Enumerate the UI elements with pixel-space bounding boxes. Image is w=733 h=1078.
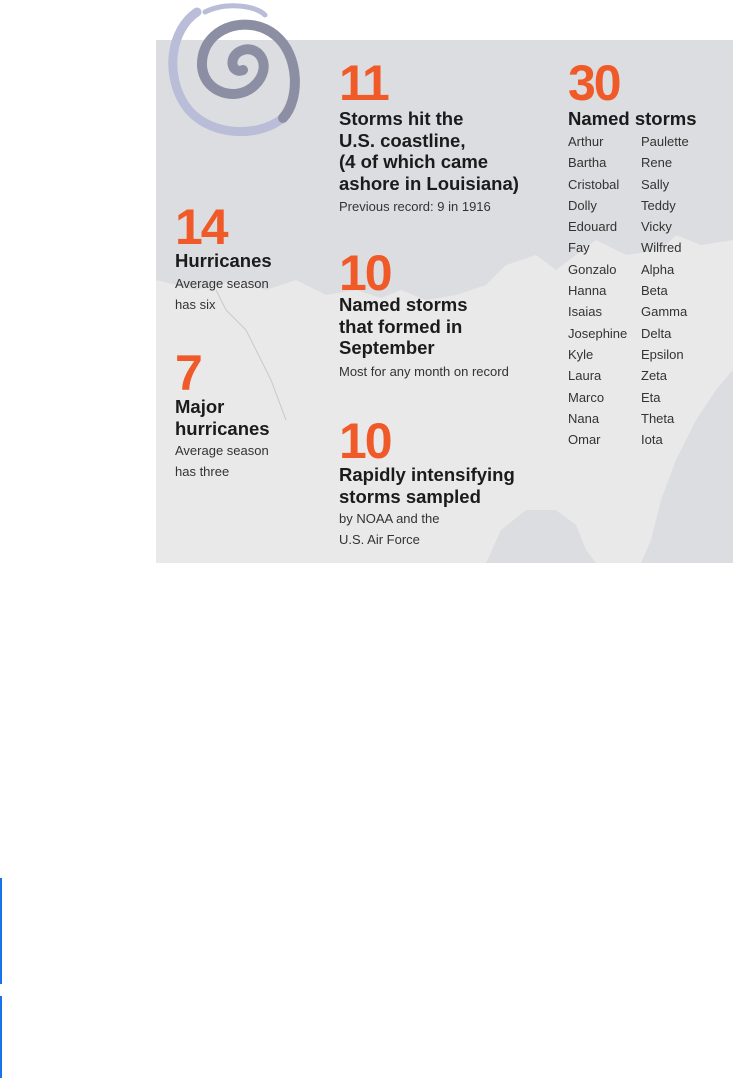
stat-heading xyxy=(339,464,515,507)
heading-line: September xyxy=(339,337,435,358)
stat-rapid-intensification xyxy=(339,413,515,550)
stat-note xyxy=(175,273,272,315)
heading-line: U.S. coastline, xyxy=(339,129,466,151)
note-line: Average season xyxy=(175,275,269,291)
stat-heading xyxy=(339,294,509,359)
stat-number: 11 xyxy=(339,55,388,111)
storm-name: Rene xyxy=(641,155,673,171)
stat-number: 30 xyxy=(568,55,620,111)
storm-name: Omar xyxy=(568,432,601,448)
storm-name: Wilfred xyxy=(641,240,682,256)
storm-name: Edouard xyxy=(568,219,618,235)
storm-name: Cristobal xyxy=(568,176,620,192)
stat-september xyxy=(339,245,509,382)
stat-heading: Named storms xyxy=(568,108,697,129)
selection-edge-marker xyxy=(0,878,2,984)
storm-name: Arthur xyxy=(568,134,604,149)
stat-note xyxy=(339,508,515,550)
heading-line: Named storms xyxy=(339,294,468,315)
note-line: U.S. Air Force xyxy=(339,532,420,547)
stat-major-hurricanes xyxy=(175,345,270,482)
stat-note: Most for any month on record xyxy=(339,363,509,379)
storm-names-column-left xyxy=(568,131,627,450)
storm-name: Josephine xyxy=(568,325,628,341)
stat-heading: Hurricanes xyxy=(175,250,272,271)
stat-named-total xyxy=(568,55,697,130)
note-line: Average season xyxy=(175,443,269,458)
storm-name: Zeta xyxy=(641,368,668,384)
storm-name: Paulette xyxy=(641,134,689,149)
storm-name: Iota xyxy=(641,432,663,448)
storm-name: Beta xyxy=(641,283,668,299)
storm-names-column-right xyxy=(641,131,689,450)
storm-name: Eta xyxy=(641,389,661,405)
stat-number: 10 xyxy=(339,245,391,301)
stat-number: 14 xyxy=(175,199,227,255)
storm-name: Sally xyxy=(641,176,670,192)
note-line: has six xyxy=(175,296,216,312)
storm-name: Laura xyxy=(568,368,602,384)
note-line: by NOAA and the xyxy=(339,511,440,526)
storm-name: Nana xyxy=(568,410,600,426)
storm-name: Gonzalo xyxy=(568,261,617,277)
stat-note: Previous record: 9 in 1916 xyxy=(339,199,491,214)
storm-name: Alpha xyxy=(641,261,675,277)
selection-edge-marker xyxy=(0,996,2,1078)
storm-name: Kyle xyxy=(568,346,594,362)
hurricane-swirl-icon xyxy=(165,0,300,145)
storm-name: Teddy xyxy=(641,197,676,213)
heading-line: Major xyxy=(175,396,225,417)
heading-line: hurricanes xyxy=(175,417,270,439)
storm-name: Hanna xyxy=(568,283,607,299)
storm-name: Dolly xyxy=(568,197,597,213)
stat-note xyxy=(175,440,270,482)
stat-number: 10 xyxy=(339,413,391,469)
heading-line: storms sampled xyxy=(339,485,481,507)
heading-line: (4 of which came xyxy=(339,151,489,172)
heading-line: that formed in xyxy=(339,315,463,337)
note-line: has three xyxy=(175,464,230,479)
storm-name: Bartha xyxy=(568,155,607,171)
stat-heading xyxy=(339,108,519,194)
stat-number: 7 xyxy=(175,345,201,401)
stat-coast-hits xyxy=(339,55,519,217)
heading-line: ashore in Louisiana) xyxy=(339,172,519,194)
storm-name: Delta xyxy=(641,325,672,341)
stat-heading xyxy=(175,396,270,439)
storm-name: Gamma xyxy=(641,304,688,320)
storm-name: Isaias xyxy=(568,304,602,320)
storm-name: Epsilon xyxy=(641,346,684,362)
storm-name: Theta xyxy=(641,410,675,426)
storm-name: Marco xyxy=(568,389,605,405)
heading-line: Storms hit the xyxy=(339,108,464,129)
heading-line: Rapidly intensifying xyxy=(339,464,515,485)
storm-name: Vicky xyxy=(641,219,672,235)
stat-hurricanes xyxy=(175,199,272,315)
storm-name: Fay xyxy=(568,240,590,256)
